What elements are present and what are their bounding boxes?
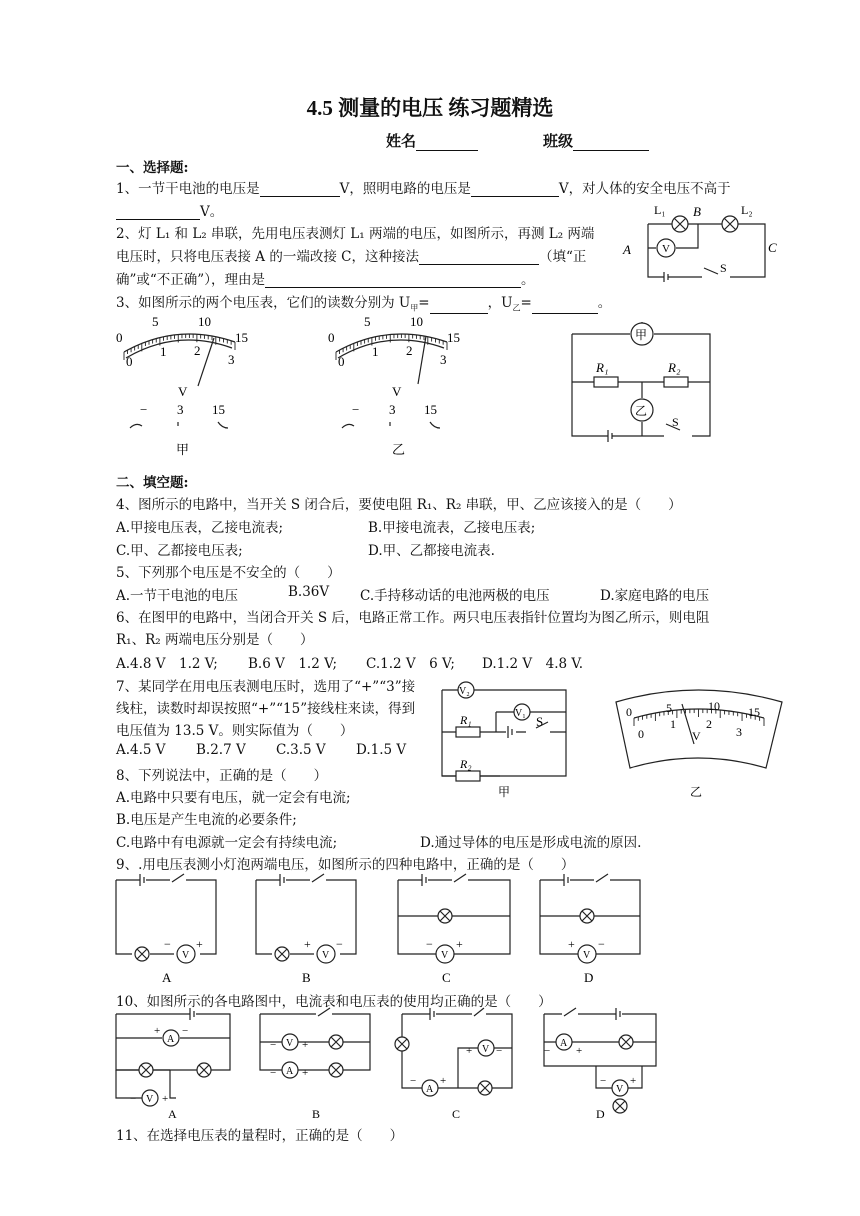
q10b-minus: −: [270, 1039, 277, 1051]
q1-text-c: V，对人体的安全电压不高于: [558, 181, 731, 197]
q5-option-d[interactable]: D.家庭电路的电压: [600, 588, 710, 604]
meter-jia-top-5: 5: [152, 314, 159, 329]
q2-line-2: [116, 245, 586, 265]
meter-jia-bottom-3: 3: [228, 352, 235, 367]
q10d-a-minus: −: [544, 1045, 551, 1057]
q10b-plus: +: [302, 1039, 309, 1051]
r1-label: R₁: [596, 360, 609, 375]
q10-circuit-a[interactable]: [116, 1008, 230, 1121]
q10d-v-minus: −: [600, 1075, 607, 1087]
q6m-bottom-2: 2: [706, 717, 712, 731]
q10-circuit-b[interactable]: [260, 1008, 370, 1121]
q10c-v-plus: +: [466, 1045, 473, 1057]
q9d-minus: −: [598, 937, 605, 951]
q9d-caption: D: [584, 970, 594, 985]
meter-yi-top-10: 10: [410, 314, 423, 329]
node-c-label: C: [768, 240, 777, 255]
q9b-v: V: [322, 950, 330, 961]
meter-yi-bottom-3: 3: [440, 352, 447, 367]
q10b-a-plus: +: [302, 1067, 309, 1079]
q9-stem: 9、.用电压表测小灯泡两端电压，如图所示的四种电路中，正确的是（ ）: [116, 857, 575, 873]
meter-yi-v: V: [392, 384, 402, 399]
q2-text-c: 确”或“不正确”），理由是: [116, 272, 265, 288]
q10b-a-minus: −: [270, 1067, 277, 1079]
name-blank[interactable]: [416, 136, 478, 151]
q6-line-2: R₁、R₂ 两端电压分别是（ ）: [116, 632, 314, 648]
question-1-cont: [116, 200, 223, 220]
q9b-minus: −: [336, 937, 343, 951]
q10d-caption: D: [596, 1107, 605, 1121]
q2-line-1: 2、灯 L₁ 和 L₂ 串联，先用电压表测灯 L₁ 两端的电压，如图所示，再测 L₂ 两端: [116, 226, 595, 242]
q4-option-a[interactable]: A.甲接电压表，乙接电流表;: [116, 520, 284, 536]
resistor-r1-icon: [594, 377, 618, 387]
q5-option-c[interactable]: C.手持移动话的电池两极的电压: [360, 588, 550, 604]
q9c-v: V: [441, 950, 449, 961]
q10a-minus: −: [182, 1025, 189, 1037]
meter-jia-terminal-minus: −: [140, 402, 148, 417]
question-3: [116, 291, 611, 314]
q10a-a: A: [167, 1034, 175, 1045]
q6-option-d[interactable]: D.1.2 V 4.8 V.: [482, 656, 584, 672]
q10d-v-plus: +: [630, 1075, 637, 1087]
section-choice: 一、选择题:: [116, 160, 189, 176]
q5-stem: 5、下列那个电压是不安全的（ ）: [116, 565, 341, 581]
q8-option-b[interactable]: B.电压是产生电流的必要条件;: [116, 812, 297, 828]
q3-text-c: ，U: [487, 295, 513, 311]
q1-text-d: V。: [200, 204, 224, 220]
q5-option-b[interactable]: B.36V: [288, 584, 330, 600]
q3-text-e: 。: [597, 295, 612, 311]
q6-meter-yi-figure: [612, 684, 792, 804]
q10-circuit-c[interactable]: [395, 1008, 512, 1121]
q8-option-c[interactable]: C.电路中有电源就一定会有持续电流;: [116, 835, 338, 851]
q9a-caption: A: [162, 970, 172, 985]
q10c-caption: C: [452, 1107, 461, 1121]
q8-option-d[interactable]: D.通过导体的电压是形成电流的原因.: [420, 835, 642, 851]
q4-circuit-figure: [568, 316, 718, 444]
q6m-caption: 乙: [690, 785, 703, 799]
meter-jia-v: V: [178, 384, 188, 399]
q1-blank-1[interactable]: [260, 182, 340, 197]
q6-circuit-jia-figure: [440, 678, 580, 798]
meter-yi-top-0: 0: [328, 330, 335, 345]
class-blank[interactable]: [573, 136, 649, 151]
q2-text-b: （填“正: [538, 249, 587, 265]
slot-jia-label: 甲: [635, 328, 648, 342]
q4-stem: 4、图所示的电路中，当开关 S 闭合后，要使电阻 R₁、R₂ 串联，甲、乙应该接入的是（ ）: [116, 497, 682, 513]
q5-option-a[interactable]: A.一节干电池的电压: [116, 588, 239, 604]
q10a-v-minus: −: [130, 1093, 137, 1105]
q6-option-b[interactable]: B.6 V 1.2 V;: [248, 656, 338, 672]
q11-stem: 11、在选择电压表的量程时，正确的是（ ）: [116, 1128, 404, 1144]
q7-option-a[interactable]: A.4.5 V: [116, 742, 166, 758]
q10-circuit-d[interactable]: [544, 1008, 656, 1121]
q10-circuits-figure: [110, 1008, 670, 1120]
q10b-caption: B: [312, 1107, 321, 1121]
q6m-bottom-0: 0: [638, 727, 644, 741]
q6m-bottom-1: 1: [670, 717, 676, 731]
q7-option-b[interactable]: B.2.7 V: [196, 742, 246, 758]
voltmeter-label: V: [662, 243, 670, 255]
q10c-v-minus: −: [496, 1045, 503, 1057]
q10b-a: A: [286, 1066, 294, 1077]
q6m-bottom-3: 3: [736, 725, 742, 739]
q8-option-a[interactable]: A.电路中只要有电压，就一定会有电流;: [116, 790, 351, 806]
q4-option-c[interactable]: C.甲、乙都接电压表;: [116, 543, 243, 559]
q9-circuits-figure: [110, 872, 650, 988]
q2-text-d: 。: [520, 272, 535, 288]
q6m-v: V: [692, 729, 701, 743]
q10d-a-plus: +: [576, 1045, 583, 1057]
meter-jia-top-15: 15: [235, 330, 248, 345]
q9-circuit-a[interactable]: [116, 874, 216, 985]
meter-jia-top-0: 0: [116, 330, 123, 345]
name-label: 姓名: [386, 132, 417, 150]
q4-option-d[interactable]: D.甲、乙都接电流表.: [368, 543, 495, 559]
q7-option-c[interactable]: C.3.5 V: [276, 742, 326, 758]
q7-line-1: 7、某同学在用电压表测电压时，选用了“+”“3”接: [116, 679, 416, 695]
q1-text-a: 1、一节干电池的电压是: [116, 181, 260, 197]
q6-option-c[interactable]: C.1.2 V 6 V;: [366, 656, 455, 672]
q10b-v: V: [286, 1038, 294, 1049]
q6-jia-caption: 甲: [498, 785, 511, 799]
q9-circuit-b[interactable]: [256, 874, 356, 985]
class-label: 班级: [543, 132, 574, 150]
q10c-a: A: [426, 1084, 434, 1095]
q9d-v: V: [583, 950, 591, 961]
meter-yi-top-15: 15: [447, 330, 460, 345]
section-fill: 二、填空题:: [116, 475, 189, 491]
r2-label: R₂: [668, 360, 681, 375]
q6m-top-0: 0: [626, 705, 632, 719]
question-1: [116, 177, 731, 197]
q7-line-2: 线柱，读数时却误按照“+”“15”接线柱来读，得到: [116, 701, 416, 717]
meter-yi-caption: 乙: [392, 442, 406, 457]
meter-yi-top-5: 5: [364, 314, 371, 329]
q10a-v-plus: +: [162, 1093, 169, 1105]
q9b-plus: +: [304, 937, 311, 951]
q7-line-3: 电压值为 13.5 V。则实际值为（ ）: [116, 723, 354, 739]
q6-r1-label: R₁: [460, 713, 472, 727]
q9a-plus: +: [196, 937, 203, 951]
q3-sub-jia: 甲: [410, 303, 419, 313]
q2-line-3: [116, 268, 534, 288]
slot-yi-label: 乙: [635, 404, 648, 418]
meter-yi-terminal-minus: −: [352, 402, 360, 417]
l2-label: L₂: [741, 203, 753, 217]
v1-label: V₁: [515, 708, 526, 719]
q9c-caption: C: [442, 970, 451, 985]
q1-blank-2[interactable]: [471, 182, 559, 197]
q6-battery-icon: [508, 726, 512, 738]
q6-option-a[interactable]: A.4.8 V 1.2 V;: [116, 656, 218, 672]
meter-jia-caption: 甲: [176, 442, 190, 457]
q10c-a-minus: −: [410, 1075, 417, 1087]
meter-jia-terminal-15: 15: [212, 402, 225, 417]
q3-text-b: =: [418, 295, 430, 311]
q2-blank-2[interactable]: [265, 273, 521, 288]
meter-yi-needle: [418, 336, 426, 384]
node-a-label: A: [623, 242, 631, 257]
q6-r2-label: R₂: [460, 757, 472, 771]
q6m-top-10: 10: [708, 699, 720, 713]
q10c-v: V: [482, 1044, 490, 1055]
q2-circuit-figure: [620, 202, 780, 282]
q9a-minus: −: [164, 937, 171, 951]
meter-jia-bottom-2: 2: [194, 343, 201, 358]
q10d-a: A: [560, 1038, 568, 1049]
meter-jia-bottom-1: 1: [160, 344, 167, 359]
q6-resistor-r1-icon: [456, 727, 480, 737]
q6-switch-label: S: [536, 714, 544, 729]
q10-stem: 10、如图所示的各电路图中，电流表和电压表的使用均正确的是（ ）: [116, 994, 552, 1010]
meter-yi-bottom-1: 1: [372, 344, 379, 359]
q9b-caption: B: [302, 970, 311, 985]
l1-label: L₁: [654, 203, 666, 217]
meter-jia-top-10: 10: [198, 314, 211, 329]
q2-text-a: 电压时，只将电压表接 A 的一端改接 C，这种接法: [116, 249, 419, 265]
q3-blank-2[interactable]: [532, 299, 598, 314]
q7-option-d[interactable]: D.1.5 V: [356, 742, 407, 758]
q6m-top-5: 5: [666, 701, 672, 715]
q9d-plus: +: [568, 937, 575, 951]
q4-option-b[interactable]: B.甲接电流表，乙接电压表;: [368, 520, 536, 536]
meter-jia-terminal-3: 3: [177, 402, 184, 417]
q1-blank-3[interactable]: [116, 205, 200, 220]
q6m-top-15: 15: [748, 705, 760, 719]
switch-label-q4: S: [672, 415, 679, 429]
page-title: 4.5 测量的电压 练习题精选: [306, 96, 554, 120]
v2-label: V₂: [459, 686, 470, 697]
battery-icon: [608, 430, 612, 442]
q10c-a-plus: +: [440, 1075, 447, 1087]
meter-jia-figure: [110, 312, 260, 462]
q6-resistor-r2-icon: [456, 771, 480, 781]
q9-circuit-d[interactable]: [540, 874, 640, 985]
switch-label: S: [720, 261, 727, 275]
node-b-label: B: [693, 204, 701, 219]
meter-jia-scale: [124, 334, 235, 360]
meter-yi-terminal-3: 3: [389, 402, 396, 417]
q2-blank-1[interactable]: [419, 250, 539, 265]
class-field: [543, 130, 649, 151]
q10a-v: V: [146, 1094, 154, 1105]
q6-line-1: 6、在图甲的电路中，当闭合开关 S 后，电路正常工作。两只电压表指针位置均为图乙所示，则电阻: [116, 610, 710, 626]
q3-sub-yi: 乙: [512, 303, 521, 313]
q9c-minus: −: [426, 937, 433, 951]
meter-yi-bottom-2: 2: [406, 343, 413, 358]
meter-jia-bottom-0: 0: [126, 354, 133, 369]
meter-yi-figure: [322, 312, 472, 462]
q9a-v: V: [182, 950, 190, 961]
q9-circuit-c[interactable]: [398, 874, 510, 985]
q10a-caption: A: [168, 1107, 177, 1121]
q8-stem: 8、下列说法中，正确的是（ ）: [116, 768, 328, 784]
q3-text-a: 3、如图所示的两个电压表，它们的读数分别为 U: [116, 295, 411, 311]
q1-text-b: V，照明电路的电压是: [339, 181, 471, 197]
q9c-plus: +: [456, 937, 463, 951]
q10a-plus: +: [154, 1025, 161, 1037]
name-field: [386, 130, 478, 151]
meter-yi-bottom-0: 0: [338, 354, 345, 369]
resistor-r2-icon: [664, 377, 688, 387]
meter-yi-scale: [336, 334, 447, 360]
q3-text-d: =: [520, 295, 532, 311]
q10d-v: V: [616, 1084, 624, 1095]
meter-yi-terminal-15: 15: [424, 402, 437, 417]
